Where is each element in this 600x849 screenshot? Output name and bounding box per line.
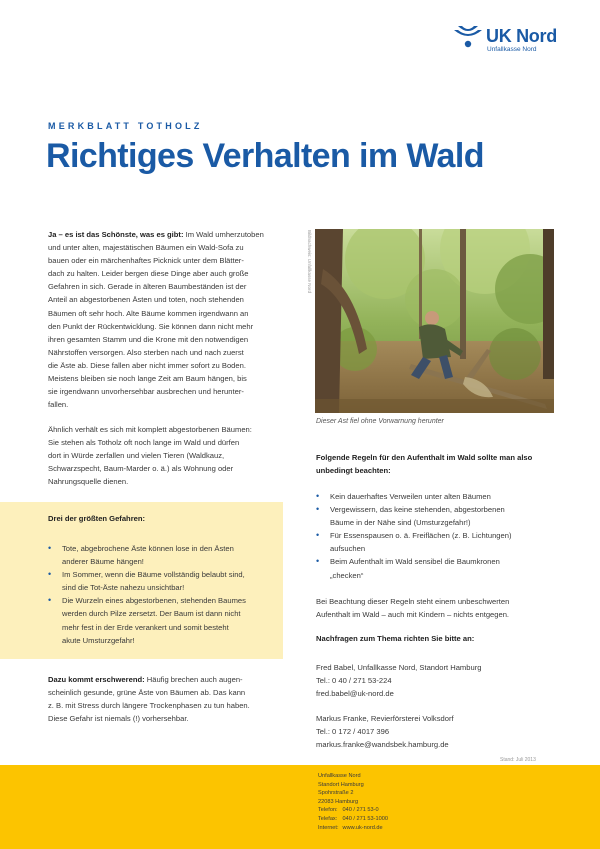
logo-subtitle: Unfallkasse Nord: [487, 46, 537, 53]
footer-website-link[interactable]: www.uk-nord.de: [342, 824, 383, 831]
dangers-heading: Drei der größten Gefahren:: [48, 514, 146, 523]
intro-lead: Ja – es ist das Schönste, was es gibt:: [48, 230, 184, 239]
contact-fred-babel: [316, 661, 481, 700]
list-item: • Vergewissern, das keine stehenden, abgestorbenen Bäume in der Nähe sind (Umsturzgefahr!): [316, 503, 556, 529]
para3-lead: Dazu kommt erschwerend:: [48, 675, 145, 684]
list-item: • Kein dauerhaftes Verweilen unter alten Bäumen: [316, 490, 556, 503]
list-item: • Die Wurzeln eines abgestorbenen, stehenden Baumes werden durch Pilze zersetzt. Der Baum ist dann nicht mehr fest in der Erde verankert und somit besteht akute Umsturzgefahr!: [48, 594, 280, 646]
contact-name: Markus Franke, Revierförsterei Volksdorf: [316, 714, 454, 723]
contact-phone: Tel.: 0 172 / 4017 396: [316, 727, 390, 737]
logo-name: UK Nord: [486, 26, 557, 46]
contact-phone: Tel.: 0 40 / 271 53-224: [316, 676, 392, 686]
contact-email[interactable]: markus.franke@wandsbek.hamburg.de: [316, 740, 449, 750]
list-item: • Für Essenspausen o. ä. Freiflächen (z. B. Lichtungen) aufsuchen: [316, 529, 556, 555]
dangers-list: [48, 542, 280, 647]
additional-danger-paragraph: Dazu kommt erschwerend: Häufig brechen auch augen- scheinlich gesunde, grüne Äste von Bäumen ab. Das kann z. B. mit Stress durch längere Trockenphasen zu tun haben. Diese Gefahr ist niemals (!) vorhersehbar.: [48, 675, 250, 724]
uk-nord-logo-icon: [452, 24, 484, 48]
document-date: Stand: Juli 2013: [500, 757, 536, 763]
photo-caption: Dieser Ast fiel ohne Vorwarnung herunter: [316, 418, 444, 425]
contact-email[interactable]: fred.babel@uk-nord.de: [316, 689, 394, 699]
footer-phone: 040 / 271 53-0: [342, 807, 379, 814]
footer-fax: 040 / 271 53-1000: [342, 815, 388, 822]
document-type: MERKBLATT TOTHOLZ: [48, 121, 203, 131]
deadwood-paragraph: Ähnlich verhält es sich mit komplett abgestorbenen Bäumen: Sie stehen als Totholz oft noch lange im Wald und dürfen dort in Würde zerfallen und vielen Tieren (Waldkauz, Schwarzspecht, Baum-Marder o. ä.) als Wohnung oder Nahrungsquelle dienen.: [48, 425, 252, 487]
list-item: • Im Sommer, wenn die Bäume vollständig belaubt sind, sind die Tot-Äste nahezu unsichtbar!: [48, 568, 280, 594]
rules-list: [316, 490, 556, 582]
rules-heading: Folgende Regeln für den Aufenthalt im Wald sollte man also unbedingt beachten:: [316, 453, 533, 476]
intro-paragraph: Ja – es ist das Schönste, was es gibt: Im Wald umherzutoben und unter alten, majestätischen Bäumen ein Wald-Sofa zu bauen oder ein märchenhaftes Picknick unter dem Blätter- dach zu halten. Leider bergen diese Dinge aber auch große Gefahren in sich. Gerade in älteren Baumbeständen ist der Anteil an abgestorbenen Ästen und toten, noch stehenden Bäumen oft sehr hoch. Alte Bäume kommen irgendwann an den Punkt der Rückentwicklung. Sie können dann nicht mehr ihren gesamten Stamm und die Krone mit den notwendigen Nährstoffen versorgen. Also sterben nach und nach zuerst die Äste ab. Diese fallen aber nicht immer sofort zu Boden. Meistens bleiben sie noch lange Zeit am Baum hängen, bis sie irgendwann unvorhersehbar ausbrechen und herunter- fallen.: [48, 230, 264, 410]
list-item: • Beim Aufenthalt im Wald sensibel die Baumkronen „checken“: [316, 555, 556, 581]
footer-band: [0, 765, 600, 849]
page-title: Richtiges Verhalten im Wald: [46, 137, 484, 175]
photo-credit: Bildnachweis: Unfallkasse Nord: [307, 230, 312, 294]
contact-name: Fred Babel, Unfallkasse Nord, Standort Hamburg: [316, 663, 482, 672]
uk-nord-logo: [452, 24, 562, 60]
footer-address: Unfallkasse Nord Standort Hamburg Spohrstraße 2 22083 Hamburg Telefon: 040 / 271 53-0 Telefax: 040 / 271 53-1000 Internet: www.uk-nord.de: [318, 772, 392, 832]
summary-paragraph: Bei Beachtung dieser Regeln steht einem unbeschwerten Aufenthalt im Wald – auch mit Kindern – nichts entgegen.: [316, 597, 510, 620]
forest-photo: [315, 229, 554, 413]
contact-markus-franke: [316, 712, 454, 751]
list-item: • Tote, abgebrochene Äste können lose in den Ästen anderer Bäume hängen!: [48, 542, 280, 568]
contact-heading: Nachfragen zum Thema richten Sie bitte an:: [316, 634, 475, 643]
forest-scene-image: [315, 229, 554, 413]
